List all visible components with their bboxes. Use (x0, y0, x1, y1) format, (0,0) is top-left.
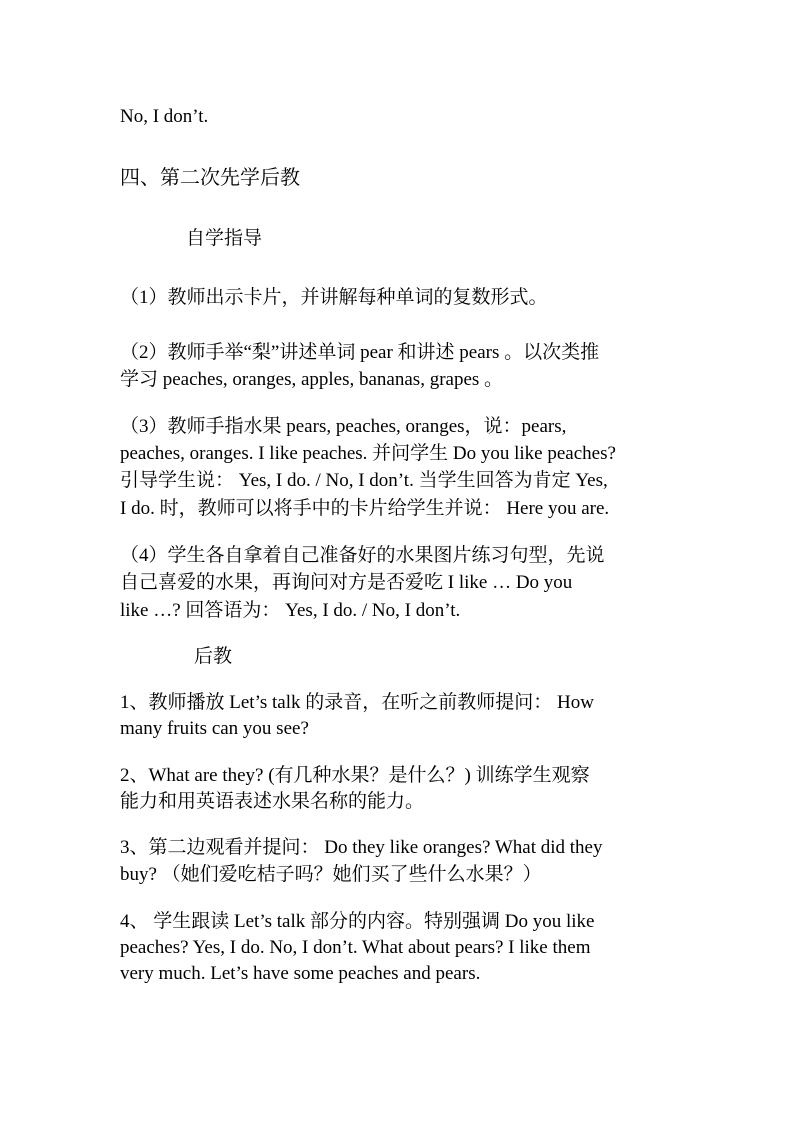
intro-text: No, I don’t. (120, 106, 209, 127)
self-study-item-3-line-3: 引导学生说： Yes, I do. / No, I don’t. 当学生回答为肯定 Yes, (120, 470, 608, 491)
self-study-item-2-line-1: （2）教师手举“梨”讲述单词 pear 和讲述 pears 。以次类推 (120, 342, 600, 363)
self-study-item-2-line-2: 学习 peaches, oranges, apples, bananas, grapes 。 (120, 369, 504, 390)
self-study-item-3-line-4: I do. 时，教师可以将手中的卡片给学生并说： Here you are. (120, 498, 610, 519)
teaching-item-3-line-2: buy? （她们爱吃桔子吗？她们买了些什么水果？） (120, 864, 542, 885)
self-study-item-3-line-1: （3）教师手指水果 pears, peaches, oranges，说：pears, (120, 416, 567, 437)
section-heading: 四、第二次先学后教 (120, 167, 300, 189)
teaching-item-4-line-3: very much. Let’s have some peaches and pears. (120, 963, 481, 984)
self-study-item-4-line-1: （4）学生各自拿着自己准备好的水果图片练习句型，先说 (120, 545, 605, 566)
teaching-item-2-line-1: 2、What are they? (有几种水果？是什么？) 训练学生观察 (120, 765, 590, 786)
self-study-title: 自学指导 (186, 228, 263, 249)
teaching-item-4-line-2: peaches? Yes, I do. No, I don’t. What about pears? I like them (120, 937, 591, 958)
teaching-item-1-line-1: 1、教师播放 Let’s talk 的录音，在听之前教师提问： How (120, 692, 594, 713)
teaching-title: 后教 (194, 646, 233, 667)
teaching-item-4-line-1: 4、 学生跟读 Let’s talk 部分的内容。特别强调 Do you like (120, 911, 595, 932)
self-study-item-3-line-2: peaches, oranges. I like peaches. 并问学生 Do you like peaches? (120, 443, 616, 464)
self-study-item-4-line-3: like …? 回答语为： Yes, I do. / No, I don’t. (120, 600, 461, 621)
teaching-item-1-line-2: many fruits can you see? (120, 718, 309, 739)
teaching-item-2-line-2: 能力和用英语表述水果名称的能力。 (120, 791, 425, 812)
self-study-item-4-line-2: 自己喜爱的水果，再询问对方是否爱吃 I like … Do you (120, 572, 573, 593)
self-study-item-1-line-1: （1）教师出示卡片，并讲解每种单词的复数形式。 (120, 287, 548, 308)
teaching-item-3-line-1: 3、第二边观看并提问： Do they like oranges? What did they (120, 837, 603, 858)
